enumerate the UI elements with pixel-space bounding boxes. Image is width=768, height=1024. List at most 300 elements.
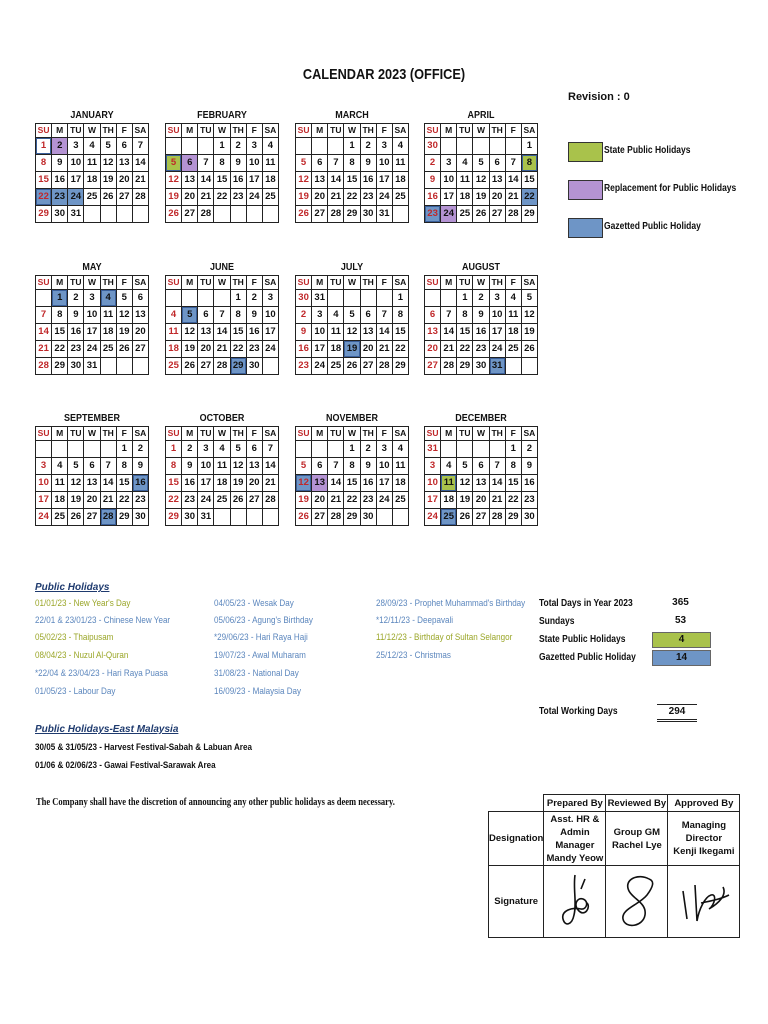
day-cell: 28 <box>214 358 230 375</box>
empty-cell <box>182 138 198 155</box>
day-cell: 16 <box>360 475 376 492</box>
day-cell: 12 <box>521 307 537 324</box>
day-cell: 23 <box>425 206 441 223</box>
day-cell: 14 <box>441 324 457 341</box>
day-cell: 24 <box>198 492 214 509</box>
day-cell: 30 <box>296 290 312 307</box>
weekday-header: M <box>441 124 457 138</box>
weekday-header: SU <box>425 276 441 290</box>
day-cell: 6 <box>116 138 132 155</box>
day-cell: 11 <box>441 475 457 492</box>
summary-label: State Public Holidays <box>539 634 626 645</box>
day-cell: 14 <box>489 475 505 492</box>
summary-total-days <box>539 596 709 612</box>
empty-cell <box>166 138 182 155</box>
day-cell: 24 <box>246 189 262 206</box>
prepared-signature <box>544 866 606 938</box>
public-holidays-title: Public Holidays <box>35 582 110 593</box>
day-cell: 29 <box>36 206 52 223</box>
day-cell: 2 <box>425 155 441 172</box>
weekday-header: SA <box>392 276 408 290</box>
weekday-header: SA <box>262 427 278 441</box>
day-cell: 3 <box>36 458 52 475</box>
day-cell: 13 <box>84 475 100 492</box>
weekday-header: M <box>52 427 68 441</box>
weekday-header: SU <box>36 124 52 138</box>
day-cell: 9 <box>182 458 198 475</box>
day-cell: 26 <box>182 358 198 375</box>
empty-cell <box>198 290 214 307</box>
holiday-item: 28/09/23 - Prophet Muhammad's Birthday <box>376 598 526 609</box>
day-cell: 4 <box>262 138 278 155</box>
day-cell: 10 <box>312 324 328 341</box>
day-cell: 14 <box>100 475 116 492</box>
day-cell: 19 <box>100 172 116 189</box>
day-cell: 4 <box>214 441 230 458</box>
day-cell: 30 <box>521 509 537 526</box>
day-cell: 28 <box>198 206 214 223</box>
day-cell: 6 <box>489 155 505 172</box>
day-cell: 12 <box>182 324 198 341</box>
month-name: NOVEMBER <box>325 413 379 424</box>
day-cell: 8 <box>521 155 537 172</box>
empty-cell <box>425 290 441 307</box>
day-cell: 20 <box>360 341 376 358</box>
day-cell: 21 <box>376 341 392 358</box>
weekday-header: M <box>182 124 198 138</box>
weekday-header: F <box>505 276 521 290</box>
month-name: MAY <box>82 262 102 273</box>
day-cell: 8 <box>457 307 473 324</box>
day-cell: 6 <box>473 458 489 475</box>
day-cell: 29 <box>457 358 473 375</box>
legend-state-swatch <box>568 142 603 162</box>
day-cell: 28 <box>376 358 392 375</box>
day-cell: 21 <box>214 341 230 358</box>
weekday-header: TH <box>489 124 505 138</box>
day-cell: 28 <box>505 206 521 223</box>
holiday-item: *12/11/23 - Deepavali <box>376 615 454 626</box>
day-cell: 20 <box>132 324 148 341</box>
day-cell: 5 <box>457 458 473 475</box>
day-cell: 10 <box>262 307 278 324</box>
holiday-item: 01/05/23 - Labour Day <box>35 686 116 697</box>
day-cell: 12 <box>116 307 132 324</box>
day-cell: 15 <box>52 324 68 341</box>
legend-replacement <box>568 180 768 200</box>
day-cell: 28 <box>36 358 52 375</box>
holiday-item: 22/01 & 23/01/23 - Chinese New Year <box>35 615 171 626</box>
weekday-header: F <box>505 124 521 138</box>
summary-value: 294 <box>657 704 697 722</box>
day-cell: 13 <box>116 155 132 172</box>
holiday-item: *22/04 & 23/04/23 - Hari Raya Puasa <box>35 668 168 679</box>
weekday-header: W <box>344 124 360 138</box>
day-cell: 8 <box>505 458 521 475</box>
month-may <box>35 261 149 375</box>
day-cell: 17 <box>376 172 392 189</box>
day-cell: 19 <box>166 189 182 206</box>
day-cell: 22 <box>36 189 52 206</box>
weekday-header: TU <box>457 276 473 290</box>
weekday-header: W <box>84 124 100 138</box>
east-malaysia-item: 01/06 & 02/06/23 - Gawai Festival-Sarawak Area <box>35 760 216 771</box>
reviewed-designation <box>606 812 668 866</box>
day-cell: 23 <box>296 358 312 375</box>
empty-cell <box>296 138 312 155</box>
day-cell: 8 <box>344 155 360 172</box>
day-cell: 22 <box>505 492 521 509</box>
day-cell: 5 <box>182 307 198 324</box>
day-cell: 25 <box>392 492 408 509</box>
day-cell: 3 <box>376 441 392 458</box>
summary-working-days <box>539 704 709 720</box>
day-cell: 26 <box>100 189 116 206</box>
holiday-item: *29/06/23 - Hari Raya Haji <box>214 632 308 643</box>
month-name: SEPTEMBER <box>63 413 120 424</box>
day-cell: 7 <box>198 155 214 172</box>
day-cell: 30 <box>182 509 198 526</box>
day-cell: 21 <box>262 475 278 492</box>
summary-sundays <box>539 614 709 630</box>
day-cell: 31 <box>489 358 505 375</box>
day-cell: 31 <box>376 206 392 223</box>
weekday-header: TH <box>230 276 246 290</box>
day-cell: 21 <box>489 492 505 509</box>
weekday-header: TU <box>198 124 214 138</box>
day-cell: 21 <box>100 492 116 509</box>
day-cell: 22 <box>521 189 537 206</box>
day-cell: 20 <box>473 492 489 509</box>
month-september <box>35 412 149 526</box>
day-cell: 1 <box>392 290 408 307</box>
day-cell: 9 <box>246 307 262 324</box>
day-cell: 3 <box>68 138 84 155</box>
day-cell: 5 <box>296 458 312 475</box>
day-cell: 9 <box>473 307 489 324</box>
holiday-item: 04/05/23 - Wesak Day <box>214 598 294 609</box>
empty-cell <box>116 206 132 223</box>
day-cell: 15 <box>505 475 521 492</box>
day-cell: 24 <box>425 509 441 526</box>
day-cell: 14 <box>214 324 230 341</box>
day-cell: 25 <box>214 492 230 509</box>
day-cell: 29 <box>344 206 360 223</box>
day-cell: 20 <box>312 189 328 206</box>
day-cell: 12 <box>68 475 84 492</box>
day-cell: 27 <box>312 509 328 526</box>
day-cell: 12 <box>344 324 360 341</box>
day-cell: 2 <box>360 138 376 155</box>
weekday-header: SU <box>166 427 182 441</box>
day-cell: 11 <box>100 307 116 324</box>
day-cell: 16 <box>132 475 148 492</box>
empty-cell <box>132 206 148 223</box>
day-cell: 5 <box>230 441 246 458</box>
empty-cell <box>84 206 100 223</box>
weekday-header: TH <box>489 276 505 290</box>
day-cell: 20 <box>246 475 262 492</box>
day-cell: 29 <box>505 509 521 526</box>
weekday-header: TH <box>230 427 246 441</box>
weekday-header: TH <box>360 276 376 290</box>
summary-label: Sundays <box>539 616 575 627</box>
day-cell: 19 <box>296 492 312 509</box>
legend-gazetted-swatch <box>568 218 603 238</box>
day-cell: 3 <box>198 441 214 458</box>
empty-cell <box>521 358 537 375</box>
day-cell: 23 <box>246 341 262 358</box>
month-october <box>165 412 279 526</box>
day-cell: 20 <box>425 341 441 358</box>
month-table <box>35 275 149 375</box>
month-january <box>35 109 149 223</box>
day-cell: 26 <box>473 206 489 223</box>
day-cell: 5 <box>473 155 489 172</box>
month-table <box>165 275 279 375</box>
day-cell: 17 <box>441 189 457 206</box>
day-cell: 23 <box>132 492 148 509</box>
day-cell: 25 <box>166 358 182 375</box>
empty-cell <box>100 441 116 458</box>
day-cell: 26 <box>344 358 360 375</box>
summary-label: Total Working Days <box>539 706 618 717</box>
weekday-header: TU <box>328 276 344 290</box>
day-cell: 1 <box>116 441 132 458</box>
day-cell: 11 <box>262 155 278 172</box>
day-cell: 23 <box>182 492 198 509</box>
legend-state-label: State Public Holidays <box>604 145 691 156</box>
day-cell: 11 <box>328 324 344 341</box>
holiday-item: 11/12/23 - Birthday of Sultan Selangor <box>376 632 513 643</box>
day-cell: 4 <box>392 138 408 155</box>
day-cell: 3 <box>312 307 328 324</box>
empty-cell <box>441 138 457 155</box>
weekday-header: W <box>214 276 230 290</box>
day-cell: 26 <box>521 341 537 358</box>
weekday-header: F <box>246 427 262 441</box>
day-cell: 13 <box>198 324 214 341</box>
month-name: JANUARY <box>70 110 114 121</box>
day-cell: 20 <box>84 492 100 509</box>
day-cell: 15 <box>392 324 408 341</box>
day-cell: 6 <box>182 155 198 172</box>
day-cell: 16 <box>425 189 441 206</box>
weekday-header: W <box>344 276 360 290</box>
day-cell: 1 <box>214 138 230 155</box>
day-cell: 16 <box>52 172 68 189</box>
day-cell: 3 <box>246 138 262 155</box>
day-cell: 29 <box>521 206 537 223</box>
day-cell: 27 <box>425 358 441 375</box>
day-cell: 28 <box>328 206 344 223</box>
day-cell: 26 <box>230 492 246 509</box>
weekday-header: TH <box>230 124 246 138</box>
day-cell: 19 <box>116 324 132 341</box>
day-cell: 27 <box>132 341 148 358</box>
empty-cell <box>392 206 408 223</box>
prepared-by-header: Prepared By <box>544 795 606 812</box>
day-cell: 31 <box>68 206 84 223</box>
empty-cell <box>489 441 505 458</box>
day-cell: 5 <box>344 307 360 324</box>
holiday-item: 05/06/23 - Agung's Birthday <box>214 615 313 626</box>
day-cell: 1 <box>52 290 68 307</box>
weekday-header: SA <box>262 124 278 138</box>
day-cell: 12 <box>166 172 182 189</box>
empty-cell <box>246 509 262 526</box>
day-cell: 24 <box>376 492 392 509</box>
day-cell: 4 <box>505 290 521 307</box>
empty-cell <box>296 441 312 458</box>
day-cell: 23 <box>68 341 84 358</box>
prepared-designation <box>544 812 606 866</box>
day-cell: 16 <box>68 324 84 341</box>
day-cell: 7 <box>489 458 505 475</box>
day-cell: 24 <box>441 206 457 223</box>
day-cell: 6 <box>360 307 376 324</box>
month-name: MARCH <box>335 110 369 121</box>
weekday-header: F <box>376 124 392 138</box>
weekday-header: W <box>473 124 489 138</box>
weekday-header: W <box>344 427 360 441</box>
day-cell: 18 <box>262 172 278 189</box>
empty-cell <box>52 441 68 458</box>
day-cell: 1 <box>230 290 246 307</box>
day-cell: 14 <box>198 172 214 189</box>
day-cell: 23 <box>230 189 246 206</box>
day-cell: 20 <box>198 341 214 358</box>
day-cell: 30 <box>52 206 68 223</box>
day-cell: 22 <box>344 189 360 206</box>
prepared-role-line: Asst. HR & Admin <box>550 813 600 838</box>
day-cell: 31 <box>312 290 328 307</box>
weekday-header: TH <box>489 427 505 441</box>
empty-cell <box>246 206 262 223</box>
day-cell: 9 <box>52 155 68 172</box>
day-cell: 27 <box>360 358 376 375</box>
weekday-header: SU <box>36 276 52 290</box>
day-cell: 4 <box>84 138 100 155</box>
day-cell: 16 <box>296 341 312 358</box>
empty-cell <box>473 441 489 458</box>
weekday-header: SA <box>392 124 408 138</box>
empty-cell <box>214 206 230 223</box>
day-cell: 11 <box>505 307 521 324</box>
revision-label: Revision : 0 <box>568 91 630 103</box>
calendar-grid <box>35 109 543 545</box>
day-cell: 19 <box>68 492 84 509</box>
day-cell: 4 <box>392 441 408 458</box>
day-cell: 21 <box>441 341 457 358</box>
day-cell: 2 <box>182 441 198 458</box>
month-august <box>424 261 538 375</box>
day-cell: 7 <box>328 155 344 172</box>
day-cell: 28 <box>132 189 148 206</box>
approval-table <box>488 794 740 938</box>
day-cell: 23 <box>360 492 376 509</box>
weekday-header: SU <box>425 124 441 138</box>
day-cell: 18 <box>328 341 344 358</box>
month-table <box>424 275 538 375</box>
weekday-header: SA <box>132 427 148 441</box>
summary-value: 53 <box>674 615 687 626</box>
day-cell: 4 <box>52 458 68 475</box>
day-cell: 20 <box>489 189 505 206</box>
empty-cell <box>230 206 246 223</box>
day-cell: 23 <box>521 492 537 509</box>
empty-cell <box>182 290 198 307</box>
weekday-header: SA <box>262 276 278 290</box>
day-cell: 27 <box>312 206 328 223</box>
month-table <box>424 123 538 223</box>
weekday-header: M <box>182 276 198 290</box>
weekday-header: TU <box>68 124 84 138</box>
day-cell: 17 <box>262 324 278 341</box>
month-name: AUGUST <box>461 262 500 273</box>
day-cell: 14 <box>262 458 278 475</box>
day-cell: 5 <box>68 458 84 475</box>
weekday-header: W <box>214 124 230 138</box>
day-cell: 12 <box>100 155 116 172</box>
day-cell: 25 <box>441 509 457 526</box>
day-cell: 1 <box>521 138 537 155</box>
empty-cell <box>505 358 521 375</box>
day-cell: 10 <box>489 307 505 324</box>
day-cell: 17 <box>36 492 52 509</box>
day-cell: 21 <box>328 189 344 206</box>
day-cell: 1 <box>457 290 473 307</box>
empty-cell <box>441 441 457 458</box>
signature-scribble-icon <box>547 869 603 935</box>
weekday-header: SU <box>296 124 312 138</box>
legend-gazetted-label: Gazetted Public Holiday <box>604 221 701 232</box>
day-cell: 12 <box>457 475 473 492</box>
day-cell: 13 <box>425 324 441 341</box>
day-cell: 24 <box>68 189 84 206</box>
day-cell: 6 <box>425 307 441 324</box>
holiday-item: 31/08/23 - National Day <box>214 668 299 679</box>
weekday-header: W <box>473 276 489 290</box>
day-cell: 30 <box>360 206 376 223</box>
day-cell: 23 <box>473 341 489 358</box>
day-cell: 11 <box>392 155 408 172</box>
day-cell: 7 <box>328 458 344 475</box>
empty-cell <box>312 138 328 155</box>
day-cell: 8 <box>36 155 52 172</box>
day-cell: 24 <box>262 341 278 358</box>
day-cell: 19 <box>521 324 537 341</box>
day-cell: 18 <box>214 475 230 492</box>
day-cell: 4 <box>166 307 182 324</box>
empty-cell <box>262 358 278 375</box>
day-cell: 11 <box>166 324 182 341</box>
empty-cell <box>473 138 489 155</box>
day-cell: 19 <box>296 189 312 206</box>
day-cell: 18 <box>84 172 100 189</box>
day-cell: 4 <box>441 458 457 475</box>
day-cell: 27 <box>473 509 489 526</box>
day-cell: 4 <box>328 307 344 324</box>
empty-cell <box>262 206 278 223</box>
day-cell: 28 <box>328 509 344 526</box>
weekday-header: M <box>182 427 198 441</box>
day-cell: 7 <box>36 307 52 324</box>
weekday-header: TH <box>100 276 116 290</box>
day-cell: 9 <box>360 458 376 475</box>
day-cell: 6 <box>84 458 100 475</box>
day-cell: 27 <box>182 206 198 223</box>
